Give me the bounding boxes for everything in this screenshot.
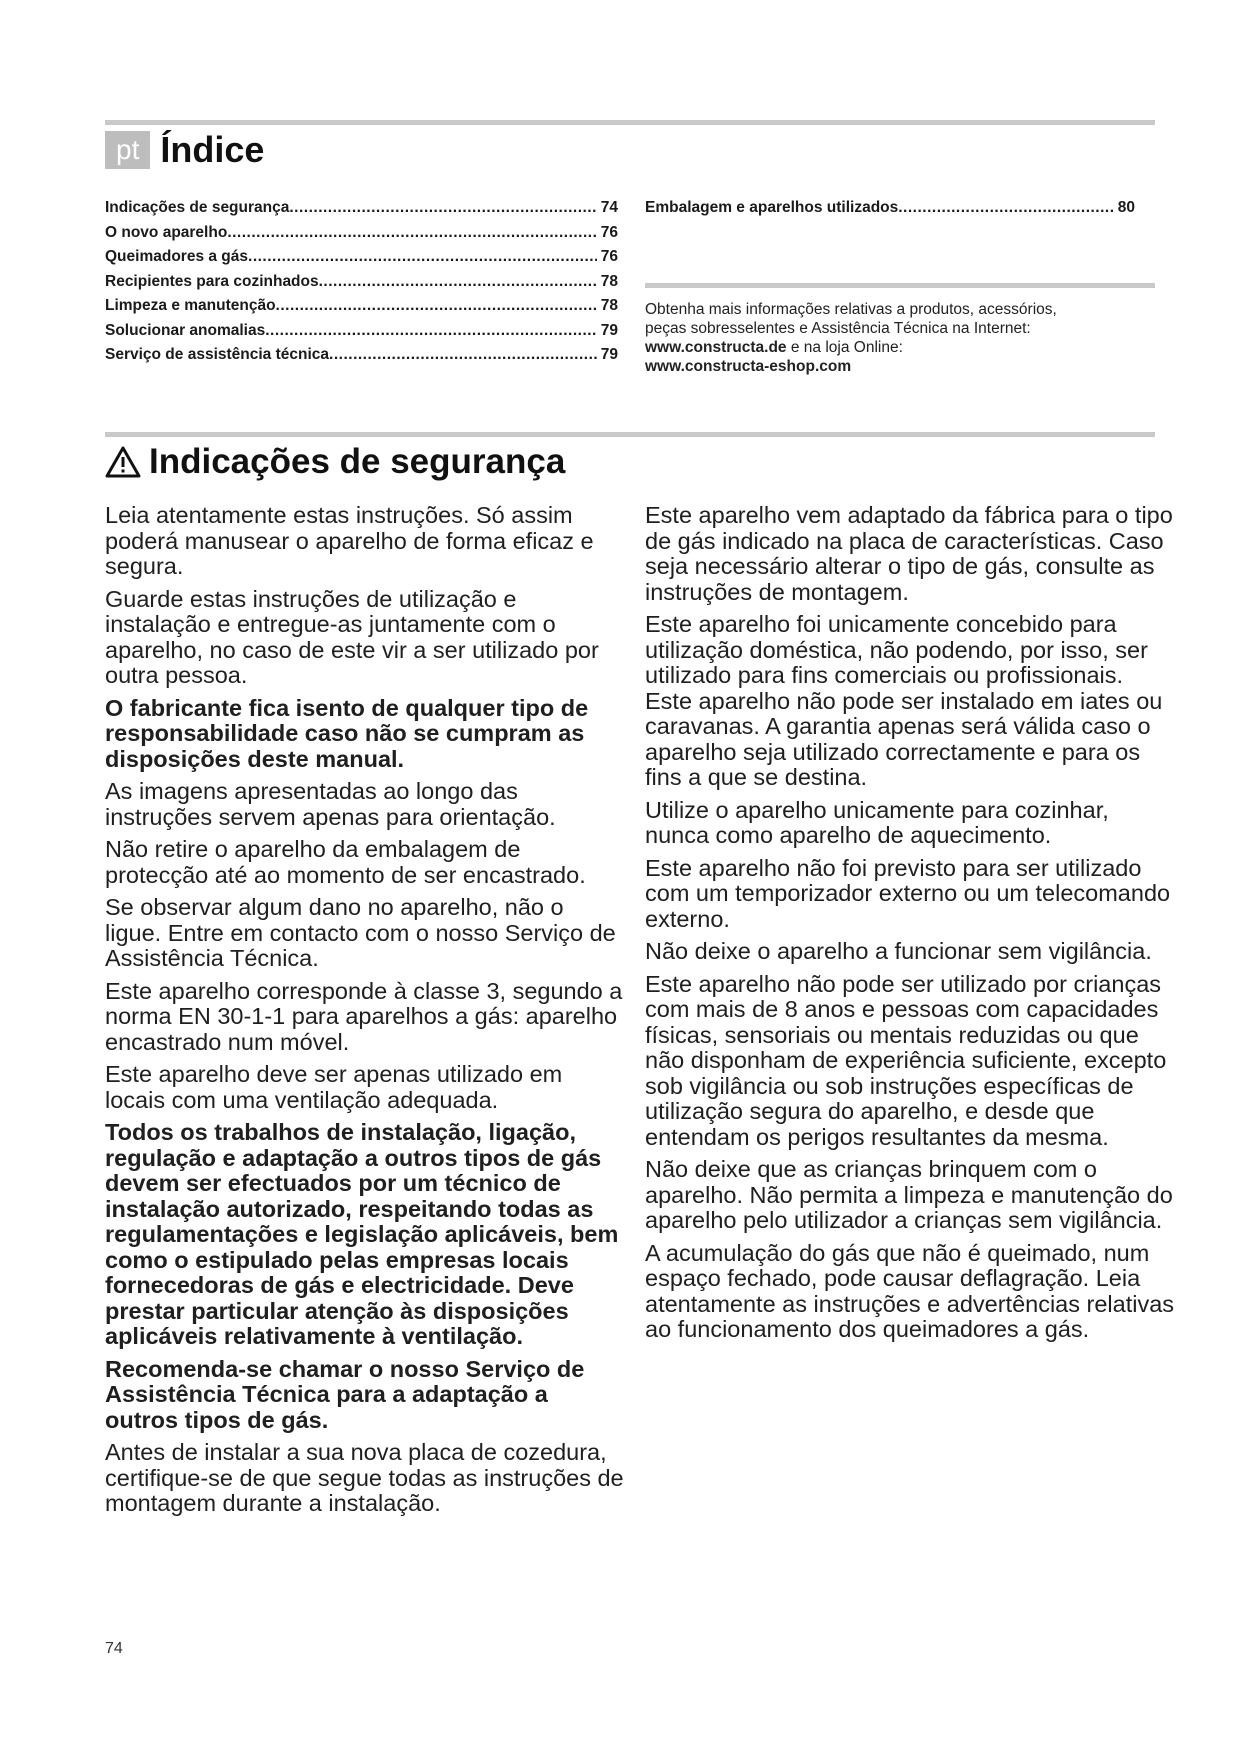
language-badge: pt — [105, 131, 150, 169]
toc-entry[interactable]: Limpeza e manutenção ..... 78 — [105, 294, 618, 319]
top-divider — [105, 120, 1155, 125]
paragraph: Guarde estas instruções de utilização e instalação e entregue-as juntamente com o aparelho, no caso de este vir a ser utilizado por outra pessoa. — [105, 585, 599, 688]
toc-entry[interactable]: Embalagem e aparelhos utilizados ..... 80 — [645, 196, 1135, 221]
info-line: Obtenha mais informações relativas a produtos, acessórios, — [645, 301, 1057, 318]
info-box — [645, 300, 1165, 376]
paragraph: Recomenda-se chamar o nosso Serviço de Assistência Técnica para a adaptação a outros tipos de gás. — [105, 1355, 585, 1433]
toc-entry[interactable]: Solucionar anomalias ..... 79 — [105, 319, 618, 344]
paragraph: Não deixe o aparelho a funcionar sem vigilância. — [645, 938, 1152, 964]
info-divider — [645, 283, 1155, 288]
paragraph: Este aparelho deve ser apenas utilizado em locais com uma ventilação adequada. — [105, 1061, 563, 1113]
paragraph: Este aparelho não foi previsto para ser utilizado com um temporizador externo ou um telecomando externo. — [645, 854, 1171, 932]
paragraph: Este aparelho não pode ser utilizado por crianças com mais de 8 anos e pessoas com capacidades físicas, sensoriais ou mentais reduzidas ou que não disponham de experiência suficiente, excepto sob vigilância ou sob instruções específicas de utilização segura do aparelho, e desde que entendam os perigos resultantes da mesma. — [645, 970, 1167, 1150]
toc-entry[interactable]: Indicações de segurança ..... 74 — [105, 196, 618, 221]
right-column — [645, 503, 1175, 1350]
paragraph: Utilize o aparelho unicamente para cozinhar, nunca como aparelho de aquecimento. — [645, 796, 1109, 848]
paragraph: O fabricante fica isento de qualquer tipo de responsabilidade caso não se cumpram as disposições deste manual. — [105, 694, 589, 772]
page-title: Índice — [160, 129, 265, 170]
paragraph: A acumulação do gás que não é queimado, num espaço fechado, pode causar deflagração. Leia atentamente as instruções e advertências relativas ao funcionamento dos queimadores a gás. — [645, 1239, 1175, 1342]
left-column — [105, 503, 625, 1524]
section-heading — [105, 442, 565, 482]
paragraph: Não retire o aparelho da embalagem de protecção até ao momento de ser encastrado. — [105, 836, 586, 888]
paragraph: Se observar algum dano no aparelho, não o ligue. Entre em contacto com o nosso Serviço de Assistência Técnica. — [105, 894, 616, 971]
paragraph: Leia atentamente estas instruções. Só assim poderá manusear o aparelho de forma eficaz e segura. — [105, 502, 594, 579]
table-of-contents-right — [645, 196, 1135, 221]
toc-entry[interactable]: Queimadores a gás ..... 76 — [105, 245, 618, 270]
page-number: 74 — [105, 1640, 123, 1657]
warning-triangle-icon — [105, 446, 141, 478]
table-of-contents-left — [105, 196, 618, 368]
paragraph: Todos os trabalhos de instalação, ligação, regulação e adaptação a outros tipos de gás devem ser efectuados por um técnico de instalação autorizado, respeitando todas as regulamentações e legislação aplicáveis, bem como o estipulado pelas empresas locais fornecedoras de gás e electricidade. Deve prestar particular atenção às disposições aplicáveis relativamente à ventilação. — [105, 1119, 619, 1349]
website-link[interactable]: www.constructa.de — [645, 339, 787, 356]
paragraph: Não deixe que as crianças brinquem com o aparelho. Não permita a limpeza e manutenção do aparelho pelo utilizador a crianças sem vigilância. — [645, 1156, 1173, 1233]
eshop-link[interactable]: www.constructa-eshop.com — [645, 358, 852, 375]
section-divider — [105, 432, 1155, 437]
paragraph: Este aparelho foi unicamente concebido para utilização doméstica, não podendo, por isso, ser utilizado para fins comerciais ou profissionais. Este aparelho não pode ser instalado em iates ou caravanas. A garantia apenas será válida caso o aparelho seja utilizado correctamente e para os fins a que se destina. — [645, 611, 1163, 790]
paragraph: Este aparelho corresponde à classe 3, segundo a norma EN 30-1-1 para aparelhos a gás: aparelho encastrado num móvel. — [105, 977, 623, 1055]
info-line-urls: www.constructa.de e na loja Online: — [645, 339, 903, 356]
toc-entry[interactable]: O novo aparelho ..... 76 — [105, 221, 618, 246]
toc-entry[interactable]: Serviço de assistência técnica ..... 79 — [105, 343, 618, 368]
toc-entry[interactable]: Recipientes para cozinhados ..... 78 — [105, 270, 618, 295]
page-header — [105, 131, 264, 169]
paragraph: As imagens apresentadas ao longo das instruções servem apenas para orientação. — [105, 778, 556, 830]
section-title: Indicações de segurança — [149, 442, 566, 481]
info-line: peças sobresselentes e Assistência Técnica na Internet: — [645, 320, 1031, 337]
paragraph: Este aparelho vem adaptado da fábrica para o tipo de gás indicado na placa de características. Caso seja necessário alterar o tipo de gás, consulte as instruções de montagem. — [645, 502, 1173, 605]
paragraph: Antes de instalar a sua nova placa de cozedura, certifique-se de que segue todas as instruções de montagem durante a instalação. — [105, 1439, 624, 1516]
